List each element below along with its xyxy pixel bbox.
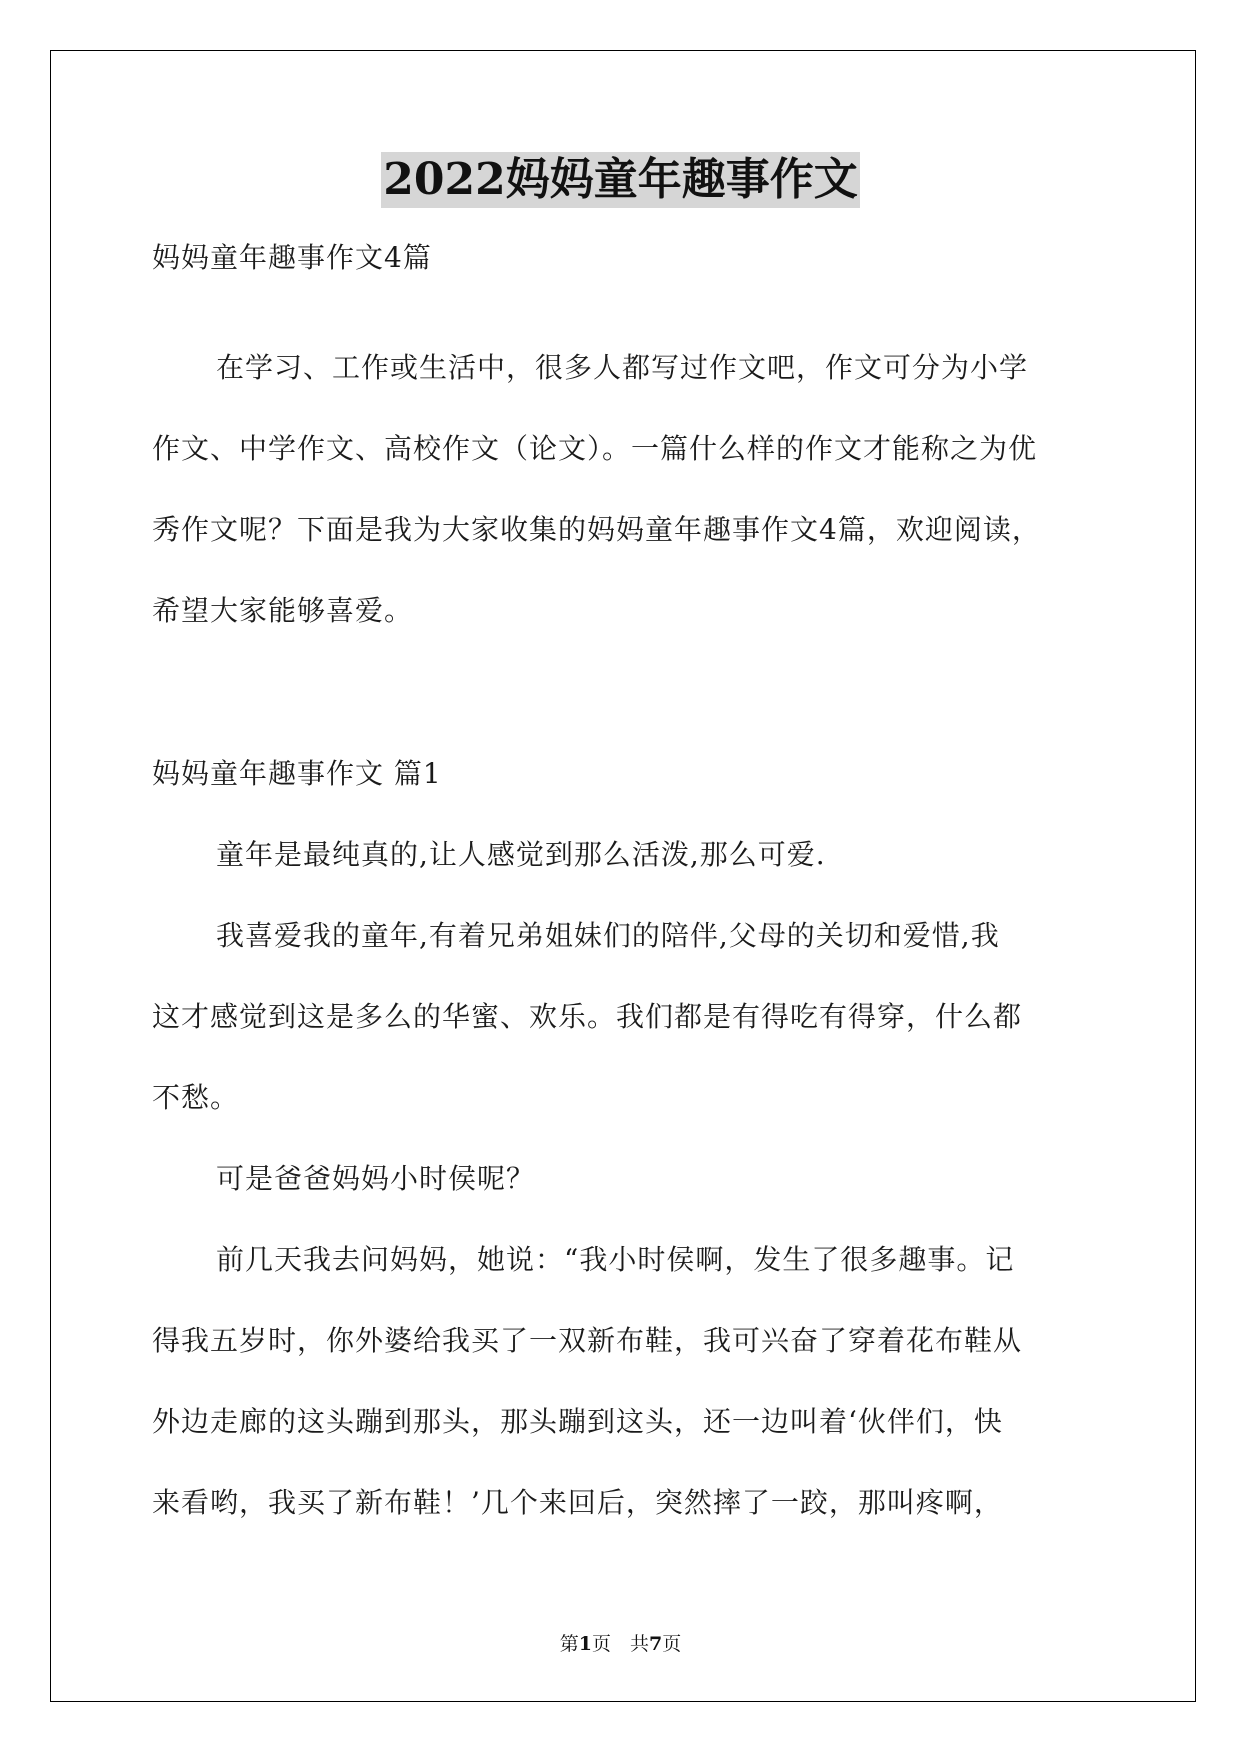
section-heading: 妈妈童年趣事作文 篇1	[152, 757, 442, 790]
page-border	[50, 50, 1196, 1702]
paragraph-line: 希望大家能够喜爱。	[152, 594, 414, 627]
paragraph-line: 可是爸爸妈妈小时侯呢？	[216, 1162, 536, 1195]
paragraph-line: 秀作文呢？下面是我为大家收集的妈妈童年趣事作文4篇，欢迎阅读，	[152, 513, 1041, 546]
paragraph-line: 来看哟，我买了新布鞋！’几个来回后，突然摔了一跤，那叫疼啊，	[152, 1486, 1003, 1519]
paragraph-line: 我喜爱我的童年,有着兄弟姐妹们的陪伴,父母的关切和爱惜,我	[216, 919, 1000, 952]
page-prefix: 第	[559, 1633, 579, 1655]
paragraph-line: 外边走廊的这头蹦到那头，那头蹦到这头，还一边叫着‘伙伴们，快	[152, 1405, 1003, 1438]
paragraph-line: 童年是最纯真的,让人感觉到那么活泼,那么可爱.	[216, 838, 826, 871]
paragraph-line: 这才感觉到这是多么的华蜜、欢乐。我们都是有得吃有得穿，什么都	[152, 1000, 1023, 1033]
subtitle-line: 妈妈童年趣事作文4篇	[152, 241, 432, 274]
paragraph-line: 作文、中学作文、高校作文（论文）。一篇什么样的作文才能称之为优	[152, 432, 1038, 465]
paragraph-line: 在学习、工作或生活中，很多人都写过作文吧，作文可分为小学	[216, 351, 1029, 384]
page-number: 1	[578, 1633, 592, 1655]
paragraph-line: 不愁。	[152, 1081, 240, 1114]
paragraph-line: 得我五岁时，你外婆给我买了一双新布鞋，我可兴奋了穿着花布鞋从	[152, 1324, 1023, 1357]
title-wrap	[0, 152, 1241, 208]
document-title: 2022妈妈童年趣事作文	[381, 152, 859, 208]
paragraph-line: 前几天我去问妈妈，她说：“我小时侯啊，发生了很多趣事。记	[216, 1243, 1015, 1276]
page-footer	[0, 1632, 1241, 1656]
page-suffix: 页	[662, 1633, 682, 1655]
page-total: 7	[649, 1633, 663, 1655]
page-mid: 页 共	[591, 1633, 649, 1655]
